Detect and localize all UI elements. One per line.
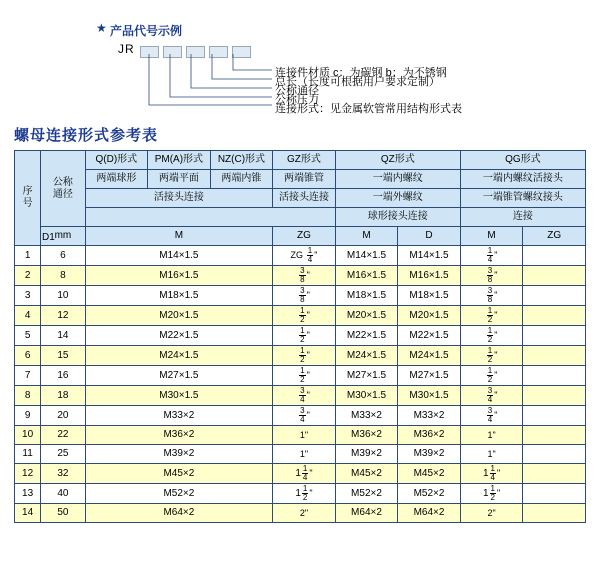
cell-qg-m: 1": [460, 445, 523, 464]
legend-note-nominal-pressure: 公称压力: [275, 94, 319, 106]
cell-qg-zg: [523, 426, 586, 445]
code-prefix: JR: [118, 42, 135, 56]
cell-dn: 22: [41, 426, 85, 445]
cell-dn: 18: [41, 386, 85, 406]
cell-qg-m: $\frac{3}{8}$ ": [460, 286, 523, 306]
cell-dn: 40: [41, 484, 85, 504]
header-group-1: PM(A)形式: [148, 151, 211, 170]
legend-note-material: 连接件材质 c：为碳钢 b：为不锈钢: [275, 67, 447, 79]
cell-qg-m: 1 $\frac{1}{2}$ ": [460, 484, 523, 504]
cell-seq: 1: [15, 246, 41, 266]
cell-dn: 6: [41, 246, 85, 266]
table-row: [15, 246, 586, 266]
header-qz-thread: 一端外螺纹: [335, 189, 460, 208]
table-header-row4: [15, 208, 586, 227]
cell-dn: 50: [41, 504, 85, 523]
cell-m-left: M64×2: [85, 504, 273, 523]
header-union-left: 活接头连接: [85, 189, 273, 208]
legend-note-connection-type: 连接形式：见金属软管常用结构形式表: [275, 103, 462, 115]
cell-zg-gz: 1": [273, 426, 336, 445]
cell-qz-d: M33×2: [398, 406, 461, 426]
cell-qz-m: M45×2: [335, 464, 398, 484]
cell-qg-zg: [523, 366, 586, 386]
header-group-4: QZ形式: [335, 151, 460, 170]
unit-d: D: [398, 227, 461, 246]
legend-note-nominal-diameter: 公称通径: [275, 85, 319, 97]
cell-m-left: M36×2: [85, 426, 273, 445]
cell-zg-gz: $\frac{1}{2}$ ": [273, 366, 336, 386]
cell-zg-gz: 1": [273, 445, 336, 464]
cell-qg-zg: [523, 346, 586, 366]
cell-qz-m: M16×1.5: [335, 266, 398, 286]
header-qz-ball: 球形接头连接: [335, 208, 460, 227]
cell-qz-m: M20×1.5: [335, 306, 398, 326]
cell-qz-m: M24×1.5: [335, 346, 398, 366]
cell-seq: 10: [15, 426, 41, 445]
cell-qg-zg: [523, 406, 586, 426]
cell-qz-d: M52×2: [398, 484, 461, 504]
cell-zg-gz: ZG $\frac{1}{4}$ ": [273, 246, 336, 266]
cell-qg-m: $\frac{1}{2}$ ": [460, 346, 523, 366]
cell-qz-m: M22×1.5: [335, 326, 398, 346]
header-qg-connect: 连接: [460, 208, 585, 227]
header-group-3: GZ形式: [273, 151, 336, 170]
cell-dn: 12: [41, 306, 85, 326]
cell-qz-d: M16×1.5: [398, 266, 461, 286]
cell-qg-m: $\frac{1}{2}$ ": [460, 326, 523, 346]
cell-dn: 8: [41, 266, 85, 286]
cell-m-left: M14×1.5: [85, 246, 273, 266]
cell-qg-zg: [523, 464, 586, 484]
header-blank: [85, 208, 335, 227]
cell-qg-zg: [523, 326, 586, 346]
cell-qz-m: M18×1.5: [335, 286, 398, 306]
cell-zg-gz: $\frac{3}{4}$ ": [273, 386, 336, 406]
cell-qz-d: M22×1.5: [398, 326, 461, 346]
unit-m3: M: [460, 227, 523, 246]
table-row: [15, 386, 586, 406]
table-row: [15, 406, 586, 426]
cell-dn: 32: [41, 464, 85, 484]
header-sub-2: 两端内锥: [210, 170, 273, 189]
header-sub-3: 两端锥管: [273, 170, 336, 189]
cell-qg-m: $\frac{1}{2}$ ": [460, 306, 523, 326]
cell-dn: 14: [41, 326, 85, 346]
unit-mm: mm: [41, 227, 85, 246]
table-row: [15, 366, 586, 386]
cell-qg-m: 2": [460, 504, 523, 523]
cell-qz-m: M64×2: [335, 504, 398, 523]
cell-m-left: M18×1.5: [85, 286, 273, 306]
cell-qg-m: 1 $\frac{1}{4}$ ": [460, 464, 523, 484]
cell-dn: 15: [41, 346, 85, 366]
cell-qz-d: M64×2: [398, 504, 461, 523]
cell-dn: 20: [41, 406, 85, 426]
cell-qz-m: M52×2: [335, 484, 398, 504]
cell-qg-m: $\frac{3}{8}$ ": [460, 266, 523, 286]
cell-qg-zg: [523, 286, 586, 306]
unit-zg: ZG: [273, 227, 336, 246]
cell-seq: 14: [15, 504, 41, 523]
table-header-units: [15, 227, 586, 246]
cell-qz-d: M30×1.5: [398, 386, 461, 406]
cell-zg-gz: $\frac{3}{4}$ ": [273, 406, 336, 426]
cell-m-left: M20×1.5: [85, 306, 273, 326]
cell-m-left: M30×1.5: [85, 386, 273, 406]
unit-m: M: [85, 227, 273, 246]
cell-seq: 8: [15, 386, 41, 406]
unit-m2: M: [335, 227, 398, 246]
cell-qz-d: M27×1.5: [398, 366, 461, 386]
cell-m-left: M33×2: [85, 406, 273, 426]
cell-zg-gz: $\frac{3}{8}$ ": [273, 286, 336, 306]
page-title: 螺母连接形式参考表: [14, 127, 159, 144]
header-group-5: QG形式: [460, 151, 585, 170]
product-code-legend: [0, 0, 600, 120]
header-group-2: NZ(C)形式: [210, 151, 273, 170]
cell-m-left: M52×2: [85, 484, 273, 504]
nut-connection-table: [14, 150, 586, 523]
cell-dn: 25: [41, 445, 85, 464]
table-row: [15, 286, 586, 306]
cell-seq: 7: [15, 366, 41, 386]
cell-m-left: M39×2: [85, 445, 273, 464]
cell-qg-zg: [523, 306, 586, 326]
cell-m-left: M16×1.5: [85, 266, 273, 286]
cell-qg-m: $\frac{3}{4}$ ": [460, 386, 523, 406]
header-group-0: Q(D)形式: [85, 151, 148, 170]
cell-qg-zg: [523, 484, 586, 504]
cell-m-left: M22×1.5: [85, 326, 273, 346]
cell-seq: 12: [15, 464, 41, 484]
legend-title: 产品代号示例: [110, 24, 183, 38]
cell-zg-gz: $\frac{1}{2}$ ": [273, 326, 336, 346]
cell-qg-zg: [523, 445, 586, 464]
table-row: [15, 445, 586, 464]
cell-qz-d: M36×2: [398, 426, 461, 445]
table-row: [15, 306, 586, 326]
star-icon: ★: [96, 21, 107, 35]
cell-qz-m: M27×1.5: [335, 366, 398, 386]
cell-qg-m: $\frac{1}{2}$ ": [460, 366, 523, 386]
cell-qg-m: $\frac{1}{4}$ ": [460, 246, 523, 266]
cell-zg-gz: 1 $\frac{1}{2}$ ": [273, 484, 336, 504]
cell-m-left: M45×2: [85, 464, 273, 484]
cell-qz-m: M33×2: [335, 406, 398, 426]
cell-qz-m: M14×1.5: [335, 246, 398, 266]
table-row: [15, 484, 586, 504]
header-seq: 序 号: [15, 151, 41, 246]
cell-seq: 13: [15, 484, 41, 504]
cell-qg-zg: [523, 266, 586, 286]
cell-qg-m: $\frac{3}{4}$ ": [460, 406, 523, 426]
header-sub-1: 两端平面: [148, 170, 211, 189]
header-d1: D1: [42, 232, 55, 243]
table-row: [15, 346, 586, 366]
cell-dn: 16: [41, 366, 85, 386]
cell-seq: 4: [15, 306, 41, 326]
cell-qg-zg: [523, 504, 586, 523]
unit-zg2: ZG: [523, 227, 586, 246]
table-header-row: [15, 151, 586, 170]
cell-seq: 9: [15, 406, 41, 426]
cell-qz-m: M39×2: [335, 445, 398, 464]
cell-seq: 2: [15, 266, 41, 286]
cell-qg-m: 1": [460, 426, 523, 445]
cell-m-left: M24×1.5: [85, 346, 273, 366]
header-sub-5: 一端内螺纹活接头: [460, 170, 585, 189]
header-union-gz: 活接头连接: [273, 189, 336, 208]
cell-qg-zg: [523, 246, 586, 266]
cell-qz-d: M45×2: [398, 464, 461, 484]
cell-zg-gz: $\frac{1}{2}$ ": [273, 306, 336, 326]
cell-qz-d: M20×1.5: [398, 306, 461, 326]
cell-qz-m: M30×1.5: [335, 386, 398, 406]
cell-qz-m: M36×2: [335, 426, 398, 445]
cell-seq: 6: [15, 346, 41, 366]
header-sub-4: 一端内螺纹: [335, 170, 460, 189]
cell-seq: 11: [15, 445, 41, 464]
table-row: [15, 266, 586, 286]
cell-dn: 10: [41, 286, 85, 306]
cell-qg-zg: [523, 386, 586, 406]
cell-zg-gz: 2": [273, 504, 336, 523]
cell-zg-gz: $\frac{3}{8}$ ": [273, 266, 336, 286]
cell-zg-gz: $\frac{1}{2}$ ": [273, 346, 336, 366]
cell-qz-d: M24×1.5: [398, 346, 461, 366]
cell-m-left: M27×1.5: [85, 366, 273, 386]
header-sub-0: 两端球形: [85, 170, 148, 189]
cell-qz-d: M14×1.5: [398, 246, 461, 266]
table-row: [15, 426, 586, 445]
legend-note-length: 总长（长度可根据用户要求定制）: [275, 76, 440, 88]
cell-qz-d: M18×1.5: [398, 286, 461, 306]
header-qg-thread: 一端锥管螺纹接头: [460, 189, 585, 208]
table-row: [15, 464, 586, 484]
header-dn: 公称 通径: [41, 151, 85, 227]
table-row: [15, 504, 586, 523]
table-row: [15, 326, 586, 346]
cell-seq: 3: [15, 286, 41, 306]
table-header-row2: [15, 170, 586, 189]
cell-qz-d: M39×2: [398, 445, 461, 464]
cell-seq: 5: [15, 326, 41, 346]
cell-zg-gz: 1 $\frac{1}{4}$ ": [273, 464, 336, 484]
table-header-row3: [15, 189, 586, 208]
